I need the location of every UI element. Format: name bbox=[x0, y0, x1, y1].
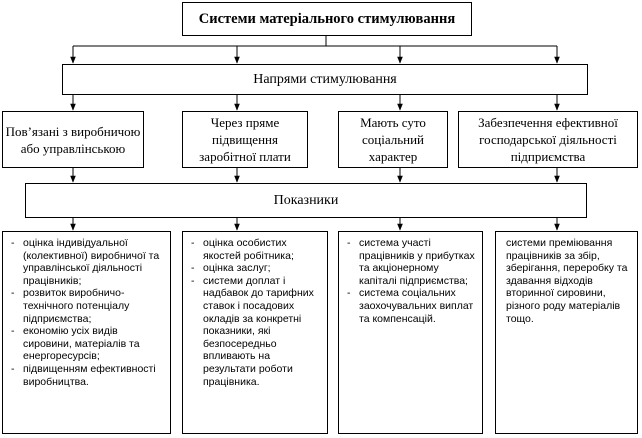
category-box-4 bbox=[458, 111, 638, 168]
list-item: - система соціальних заохочувальних виплат та компенсацій. bbox=[345, 287, 478, 325]
category-box-2 bbox=[182, 111, 308, 168]
indicators-bar bbox=[25, 183, 587, 218]
list-item: - система участі працівників у прибутках та акціонерному капіталі підприємства; bbox=[345, 237, 478, 287]
list-item: - оцінка заслуг; bbox=[189, 262, 323, 275]
list-item: - системи доплат і надбавок до тарифних ставок і посадових окладів за конкретні показники, які безпосередньо впливають на результати роботи працівника. bbox=[189, 275, 323, 388]
category-text-3: Мають суто соціальний характер bbox=[360, 115, 426, 164]
indicators-label: Показники bbox=[273, 192, 339, 208]
list-item: - економію усіх видів сировини, матеріалів та енергоресурсів; bbox=[9, 325, 166, 363]
category-text-1: Пов’язані з виробничою або управлінською bbox=[5, 123, 141, 156]
list-item: - оцінка особистих якостей робітника; bbox=[189, 237, 323, 262]
list-item: - оцінка індивідуальної (колективної) виробничої та управлінської діяльності працівників; bbox=[9, 237, 166, 287]
indicator-list-2 bbox=[189, 237, 323, 388]
indicator-list-box-2 bbox=[182, 231, 328, 434]
indicator-list-box-1 bbox=[2, 231, 171, 434]
category-box-3 bbox=[338, 111, 448, 168]
indicator-list-3 bbox=[345, 237, 478, 325]
indicator-text-4: системи преміювання працівників за збір, зберігання, переробку та здавання відходів вторинної сировини, різного роду матеріалів тощо. bbox=[506, 237, 628, 325]
title-text: Системи матеріального стимулювання bbox=[198, 10, 456, 27]
category-box-1 bbox=[2, 111, 144, 168]
indicator-list-box-3 bbox=[338, 231, 483, 434]
category-text-4: Забезпечення ефективної господарської діяльності підприємства bbox=[478, 115, 618, 164]
title-box bbox=[182, 2, 472, 36]
indicator-list-box-4 bbox=[495, 231, 638, 434]
list-item: - розвиток виробничо-технічного потенціалу підприємства; bbox=[9, 287, 166, 325]
list-item: - підвищенням ефективності виробництва. bbox=[9, 363, 166, 388]
directions-label: Напрями стимулювання bbox=[253, 71, 397, 87]
directions-bar bbox=[62, 64, 588, 95]
category-text-2: Через пряме підвищення заробітної плати bbox=[199, 115, 291, 164]
indicator-list-1 bbox=[9, 237, 166, 388]
